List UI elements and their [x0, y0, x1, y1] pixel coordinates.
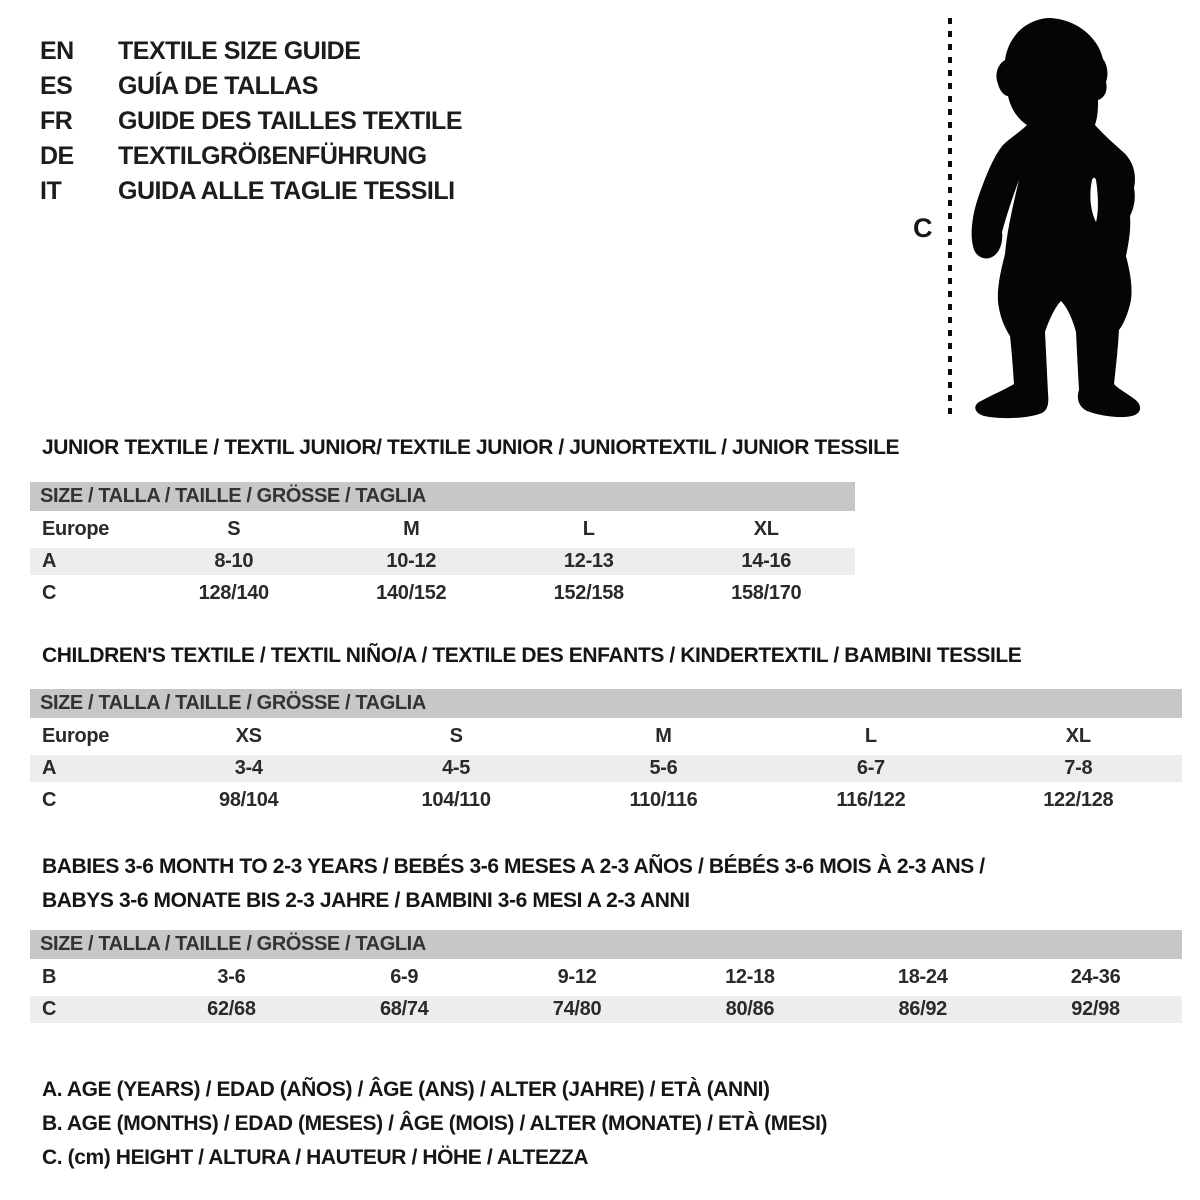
- legend-height-cm: C. (cm) HEIGHT / ALTURA / HAUTEUR / HÖHE / ALTEZZA: [42, 1146, 589, 1169]
- guide-title-es: GUÍA DE TALLAS: [118, 72, 318, 100]
- months-cell: 6-9: [390, 965, 419, 988]
- months-cell: 12-18: [725, 965, 775, 988]
- months-cell: 3-6: [217, 965, 246, 988]
- height-cell: 110/116: [629, 788, 698, 811]
- language-code: IT: [40, 177, 62, 205]
- months-cell: 9-12: [557, 965, 597, 988]
- size-cell: M: [655, 724, 672, 747]
- height-cell: 158/170: [731, 581, 802, 604]
- language-code: FR: [40, 107, 73, 135]
- size-cell: XL: [1065, 724, 1091, 747]
- age-cell: 12-13: [563, 549, 614, 572]
- size-cell: XS: [235, 724, 262, 747]
- size-cell: L: [582, 517, 595, 540]
- junior-size-header-bar: SIZE / TALLA / TAILLE / GRÖSSE / TAGLIA: [30, 482, 855, 511]
- height-cell: 152/158: [553, 581, 624, 604]
- babies-size-table: [30, 961, 1182, 1025]
- height-cell: 116/122: [836, 788, 906, 811]
- legend-age-years: A. AGE (YEARS) / EDAD (AÑOS) / ÂGE (ANS) / ALTER (JAHRE) / ETÀ (ANNI): [42, 1078, 770, 1101]
- guide-title-en: TEXTILE SIZE GUIDE: [118, 37, 361, 65]
- language-code: EN: [40, 37, 74, 65]
- size-cell: S: [227, 517, 241, 540]
- babies-section-title: [42, 850, 985, 918]
- height-cell: 62/68: [207, 997, 256, 1020]
- height-cell: 80/86: [725, 997, 775, 1020]
- language-row-en: [40, 34, 462, 69]
- age-cell: 4-5: [442, 756, 471, 779]
- months-cell: 18-24: [897, 965, 948, 988]
- language-row-es: [40, 69, 462, 104]
- babies-row-months: [30, 961, 1182, 993]
- children-size-table: [30, 720, 1182, 816]
- row-label: Europe: [42, 724, 110, 747]
- language-title-block: [40, 34, 462, 209]
- language-row-de: [40, 139, 462, 174]
- row-label: B: [42, 965, 57, 988]
- size-cell: M: [403, 517, 420, 540]
- children-row-age: [30, 752, 1182, 784]
- height-cell: 92/98: [1071, 997, 1120, 1020]
- row-label: A: [42, 549, 57, 572]
- months-cell: 24-36: [1070, 965, 1121, 988]
- age-cell: 7-8: [1064, 756, 1093, 779]
- language-code: ES: [40, 72, 73, 100]
- height-cell: 104/110: [421, 788, 491, 811]
- height-measure-label: C: [913, 213, 933, 243]
- age-cell: 14-16: [741, 549, 792, 572]
- junior-section-title: JUNIOR TEXTILE / TEXTIL JUNIOR/ TEXTILE JUNIOR / JUNIORTEXTIL / JUNIOR TESSILE: [42, 436, 900, 459]
- size-cell: S: [449, 724, 463, 747]
- age-cell: 8-10: [214, 549, 254, 572]
- measurement-legend: [42, 1073, 827, 1175]
- height-cell: 122/128: [1043, 788, 1114, 811]
- babies-size-header-bar: SIZE / TALLA / TAILLE / GRÖSSE / TAGLIA: [30, 930, 1182, 959]
- age-cell: 3-4: [234, 756, 263, 779]
- height-measure-dashed-line: [948, 18, 952, 420]
- language-code: DE: [40, 142, 74, 170]
- row-label: C: [42, 997, 57, 1020]
- height-cell: 86/92: [898, 997, 948, 1020]
- children-row-europe: [30, 720, 1182, 752]
- height-cell: 98/104: [219, 788, 279, 811]
- children-row-height: [30, 784, 1182, 816]
- row-label: C: [42, 788, 57, 811]
- height-cell: 74/80: [552, 997, 602, 1020]
- children-section-title: CHILDREN'S TEXTILE / TEXTIL NIÑO/A / TEXTILE DES ENFANTS / KINDERTEXTIL / BAMBINI TESSILE: [42, 644, 1022, 667]
- size-cell: XL: [753, 517, 779, 540]
- junior-size-table: [30, 513, 855, 609]
- guide-title-de: TEXTILGRÖßENFÜHRUNG: [118, 142, 427, 170]
- guide-title-it: GUIDA ALLE TAGLIE TESSILI: [118, 177, 455, 205]
- row-label: Europe: [42, 517, 110, 540]
- height-cell: 68/74: [379, 997, 429, 1020]
- babies-title-line1: BABIES 3-6 MONTH TO 2-3 YEARS / BEBÉS 3-6 MESES A 2-3 AÑOS / BÉBÉS 3-6 MOIS À 2-3 ANS /: [42, 855, 985, 878]
- height-cell: 128/140: [198, 581, 269, 604]
- language-row-fr: [40, 104, 462, 139]
- junior-row-europe: [30, 513, 855, 545]
- guide-title-fr: GUIDE DES TAILLES TEXTILE: [118, 107, 463, 135]
- babies-row-height: [30, 993, 1182, 1025]
- age-cell: 6-7: [856, 756, 885, 779]
- row-label: A: [42, 756, 57, 779]
- age-cell: 10-12: [386, 549, 437, 572]
- babies-title-line2: BABYS 3-6 MONATE BIS 2-3 JAHRE / BAMBINI 3-6 MESI A 2-3 ANNI: [42, 889, 690, 912]
- size-cell: L: [864, 724, 877, 747]
- junior-row-height: [30, 577, 855, 609]
- height-cell: 140/152: [376, 581, 447, 604]
- children-size-header-bar: SIZE / TALLA / TAILLE / GRÖSSE / TAGLIA: [30, 689, 1182, 718]
- junior-row-age: [30, 545, 855, 577]
- legend-age-months: B. AGE (MONTHS) / EDAD (MESES) / ÂGE (MOIS) / ALTER (MONATE) / ETÀ (MESI): [42, 1112, 828, 1135]
- toddler-silhouette: [960, 12, 1150, 424]
- row-label: C: [42, 581, 57, 604]
- language-row-it: [40, 174, 462, 209]
- age-cell: 5-6: [649, 756, 678, 779]
